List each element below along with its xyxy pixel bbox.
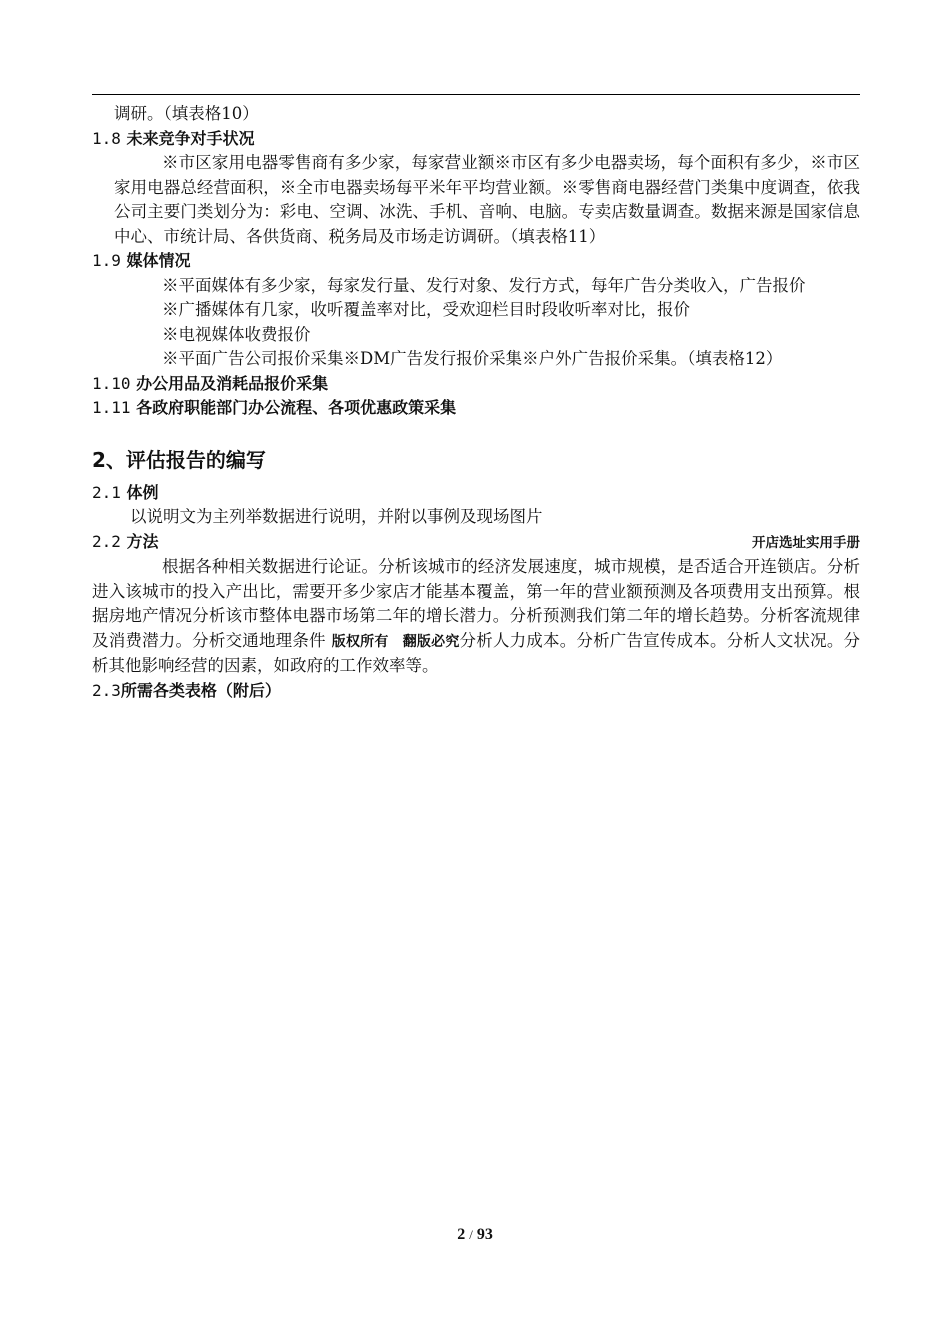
paragraph-print-media: ※平面媒体有多少家，每家发行量、发行对象、发行方式，每年广告分类收入，广告报价 [162, 275, 806, 295]
paragraph-tv-media: ※电视媒体收费报价 [162, 324, 311, 344]
heading-2-1 [92, 481, 860, 506]
heading-number: 1.9 [92, 251, 121, 270]
heading-text: 媒体情况 [126, 251, 191, 270]
heading-number: 1.8 [92, 128, 121, 148]
paragraph-radio-media: ※广播媒体有几家，收听覆盖率对比，受欢迎栏目时段收听率对比，报价 [162, 300, 690, 319]
paragraph-style: 以说明文为主列举数据进行说明，并附以事例及现场图片 [130, 507, 543, 526]
heading-number: 1.10 [92, 373, 131, 393]
watermark-copyright: 版权所有 翻版必究 [331, 633, 460, 650]
method-text-part1: 根据各种相关数据进行论证。分析该城市的经济发展速度，城市规模，是否适合开连锁店。分析进入该城市的投入产出比，需要开多少家店才能基本覆盖，第一年的营业额预测及各项费用支出预算。根据房地产情况分析该市整体电器市场第二年的增长潜力。分析预测我们第二年的增长趋势。分析客流规律及消费潜力。分析交通地理条件 [92, 557, 860, 650]
heading-text: 方法 [126, 531, 159, 551]
heading-section-2: 2、评估报告的编写 [92, 447, 266, 472]
heading-text: 各政府职能部门办公流程、各项优惠政策采集 [136, 398, 457, 417]
header-rule [92, 94, 860, 95]
heading-1-9 [92, 249, 860, 274]
page-content [92, 102, 860, 703]
heading-text: 未来竞争对手状况 [126, 128, 255, 148]
page-separator: / [469, 1227, 473, 1242]
heading-1-8 [92, 127, 860, 152]
heading-number: 2.3 [92, 680, 121, 700]
heading-1-11 [92, 396, 860, 421]
heading-2-3 [92, 679, 860, 704]
method-text-part2: 分析人力成本。分析广告宣传成本。分析人文状况。分析其他影响经营的因素，如政府的工作效率等。 [92, 630, 861, 675]
heading-text: 所需各类表格（附后） [120, 680, 281, 700]
heading-text: 办公用品及消耗品报价采集 [136, 373, 329, 393]
page-number [0, 1226, 950, 1244]
heading-number: 1.11 [92, 398, 131, 417]
page-total: 93 [476, 1226, 493, 1243]
heading-1-10 [92, 372, 860, 397]
heading-number: 2.1 [92, 482, 121, 502]
heading-number: 2.2 [92, 531, 121, 551]
heading-text: 体例 [126, 482, 159, 502]
paragraph-competitors: ※市区家用电器零售商有多少家，每家营业额※市区有多少电器卖场，每个面积有多少，※市区家用电器总经营面积，※全市电器卖场每平米年平均营业额。※零售商电器经营门类集中度调查，依我公司主要门类划分为：彩电、空调、冰洗、手机、音响、电脑。专卖店数量调查。数据来源是国家信息中心、市统计局、各供货商、税务局及市场走访调研。（填表格11） [114, 153, 860, 246]
watermark-manual-title: 开店选址实用手册 [752, 534, 860, 551]
page-current: 2 [457, 1226, 466, 1243]
paragraph-tail: 调研。（填表格10） [114, 104, 259, 123]
paragraph-ad-quotes: ※平面广告公司报价采集※DM广告发行报价采集※户外广告报价采集。（填表格12） [162, 349, 783, 368]
paragraph-method [92, 555, 860, 679]
heading-2-2 [92, 530, 860, 556]
heading-group [92, 530, 159, 555]
